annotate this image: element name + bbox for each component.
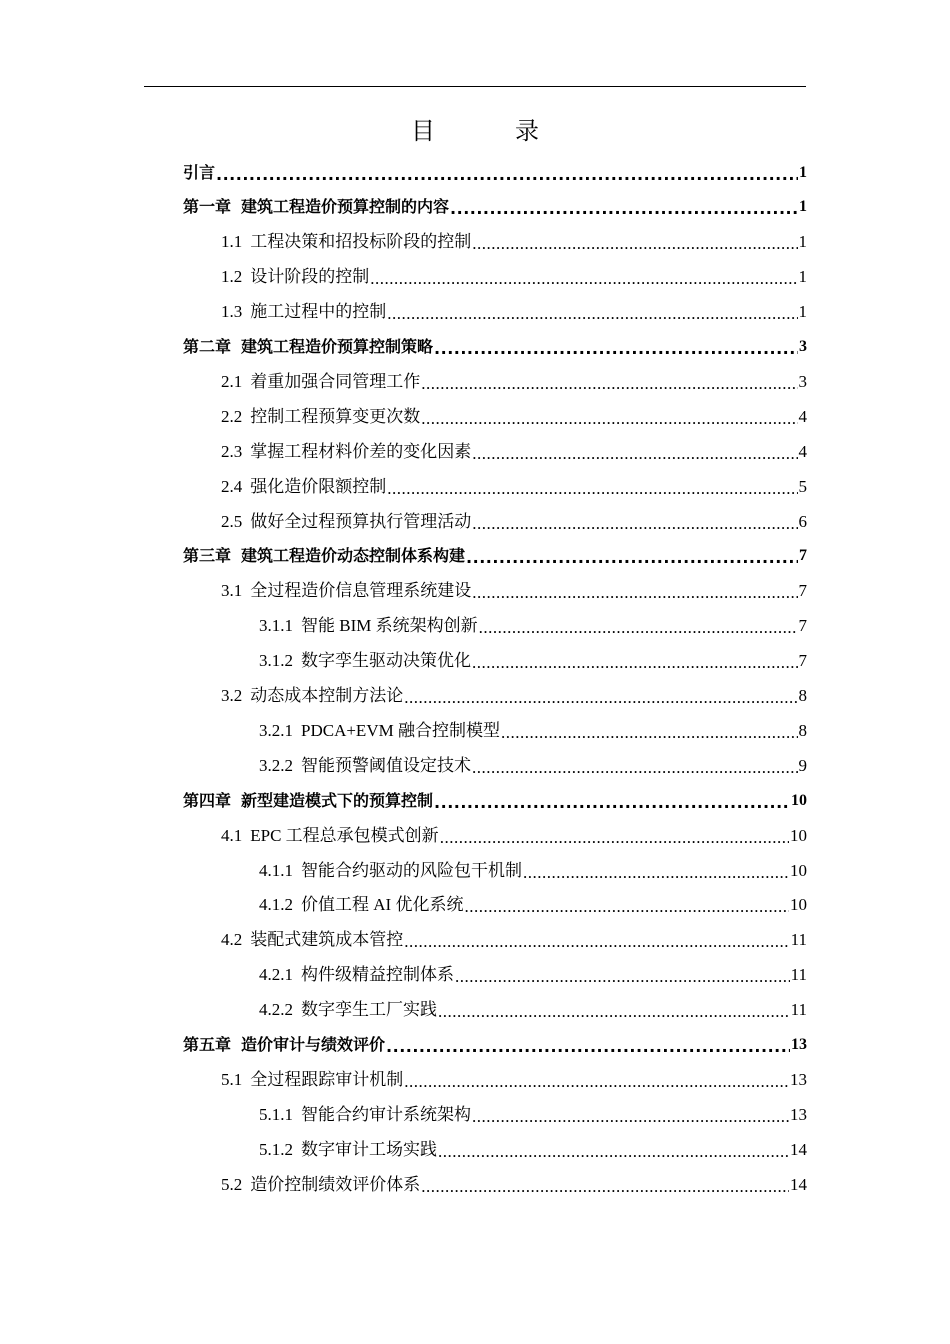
toc-entry-number: 3.1.2 <box>259 651 293 671</box>
toc-page-number: 14 <box>790 1174 807 1194</box>
toc-entry-number: 第一章 <box>183 197 232 217</box>
toc-entry-number: 1.3 <box>221 302 243 322</box>
toc-leader-dots <box>523 863 789 883</box>
toc-subsection-entry[interactable] <box>259 1097 807 1132</box>
toc-entry-number: 5.1.1 <box>259 1104 293 1124</box>
toc-entry-number: 3.1.1 <box>259 616 293 636</box>
toc-page-number: 1 <box>798 267 807 287</box>
toc-page-number: 7 <box>798 616 807 636</box>
toc-entry-number: 2.2 <box>221 406 243 426</box>
toc-leader-dots <box>434 793 790 813</box>
toc-leader-dots <box>421 409 797 429</box>
toc-page-number: 7 <box>798 581 807 601</box>
toc-page-number: 11 <box>790 930 807 950</box>
toc-entry-title: 装配式建筑成本管控 <box>250 930 404 950</box>
toc-leader-dots <box>450 199 798 219</box>
toc-subsection-entry[interactable] <box>259 644 807 679</box>
toc-entry-title: 新型建造模式下的预算控制 <box>241 790 434 810</box>
toc-entry-number: 4.1 <box>221 825 243 845</box>
toc-entry-title: 智能 BIM 系统架构创新 <box>301 616 478 636</box>
toc-entry-title: 引言 <box>183 162 216 182</box>
toc-entry-title: 造价审计与绩效评价 <box>241 1035 386 1054</box>
toc-leader-dots <box>216 165 798 185</box>
toc-leader-dots <box>421 374 797 394</box>
toc-leader-dots <box>472 234 797 254</box>
toc-entry-number: 3.1 <box>221 581 243 601</box>
toc-leader-dots <box>370 269 797 289</box>
toc-page-number: 8 <box>798 686 807 705</box>
toc-page-number: 10 <box>790 895 807 915</box>
toc-section-entry[interactable] <box>221 225 807 260</box>
toc-page-number: 11 <box>790 1000 807 1020</box>
toc-subsection-entry[interactable] <box>259 748 807 783</box>
toc-chapter-entry[interactable] <box>183 155 807 190</box>
toc-entry-number: 5.1 <box>221 1069 243 1089</box>
toc-page-number: 1 <box>799 198 807 216</box>
toc-entry-title: 控制工程预算变更次数 <box>250 406 421 426</box>
toc-leader-dots <box>472 1107 789 1127</box>
toc-leader-dots <box>404 932 789 952</box>
toc-entry-number: 2.1 <box>221 371 243 391</box>
toc-section-entry[interactable] <box>221 364 807 399</box>
toc-page-number: 4 <box>798 441 807 461</box>
toc-entry-number: 1.2 <box>221 267 243 287</box>
toc-entry-number: 2.4 <box>221 476 243 496</box>
toc-leader-dots <box>386 1037 790 1057</box>
toc-page-number: 11 <box>790 965 807 985</box>
toc-page-number: 7 <box>799 547 807 565</box>
toc-leader-dots <box>387 304 797 324</box>
toc-entry-title: 数字孪生驱动决策优化 <box>301 651 471 671</box>
toc-section-entry[interactable] <box>221 399 807 434</box>
toc-entry-number: 第二章 <box>183 337 232 356</box>
toc-entry-title: 价值工程 AI 优化系统 <box>301 895 464 915</box>
toc-entry-number: 4.2.2 <box>259 1000 293 1020</box>
toc-chapter-entry[interactable] <box>183 190 807 225</box>
toc-title: 目 录 <box>411 119 567 145</box>
toc-entry-number: 3.2.1 <box>259 720 293 740</box>
toc-chapter-entry[interactable] <box>183 1028 807 1063</box>
toc-entry-title: 建筑工程造价动态控制体系构建 <box>241 546 466 566</box>
toc-entry-number: 第三章 <box>183 546 232 566</box>
toc-section-entry[interactable] <box>221 1167 807 1202</box>
toc-leader-dots <box>466 548 798 568</box>
toc-entry-number: 4.2.1 <box>259 965 293 985</box>
toc-section-entry[interactable] <box>221 260 807 295</box>
toc-entry-title: 数字孪生工厂实践 <box>301 1000 437 1020</box>
toc-leader-dots <box>472 514 797 534</box>
toc-subsection-entry[interactable] <box>259 958 807 993</box>
toc-page-number: 10 <box>791 791 807 809</box>
toc-entry-title: 设计阶段的控制 <box>250 267 370 287</box>
toc-leader-dots <box>479 618 798 638</box>
toc-leader-dots <box>472 653 798 673</box>
toc-subsection-entry[interactable] <box>259 993 807 1028</box>
toc-entry-title: 全过程造价信息管理系统建设 <box>250 581 472 601</box>
toc-section-entry[interactable] <box>221 923 807 958</box>
toc-subsection-entry[interactable] <box>259 1132 807 1167</box>
toc-entry-number: 5.1.2 <box>259 1139 293 1159</box>
toc-entry-title: 施工过程中的控制 <box>250 302 387 322</box>
toc-page-number: 1 <box>798 232 807 252</box>
toc-subsection-entry[interactable] <box>259 853 807 888</box>
toc-entry-title: 数字审计工场实践 <box>301 1139 437 1159</box>
toc-section-entry[interactable] <box>221 679 807 714</box>
toc-leader-dots <box>404 1072 789 1092</box>
toc-leader-dots <box>501 723 798 743</box>
toc-leader-dots <box>440 828 789 848</box>
toc-entry-title: 做好全过程预算执行管理活动 <box>250 511 472 531</box>
toc-entry-title: 建筑工程造价预算控制策略 <box>241 337 434 356</box>
toc-section-entry[interactable] <box>221 818 807 853</box>
toc-leader-dots <box>472 758 798 778</box>
toc-leader-dots <box>421 1177 789 1197</box>
toc-page-number: 10 <box>790 825 807 845</box>
toc-page-number: 3 <box>798 371 807 391</box>
toc-leader-dots <box>455 967 790 987</box>
toc-leader-dots <box>404 688 797 708</box>
toc-leader-dots <box>387 479 797 499</box>
toc-leader-dots <box>434 339 798 359</box>
toc-chapter-entry[interactable] <box>183 330 807 365</box>
toc-section-entry[interactable] <box>221 574 807 609</box>
toc-entry-number: 3.2 <box>221 686 243 705</box>
toc-page-number: 13 <box>790 1069 807 1089</box>
toc-entry-title: 工程决策和招投标阶段的控制 <box>250 232 472 252</box>
toc-entry-title: 建筑工程造价预算控制的内容 <box>241 197 450 217</box>
toc-entry-number: 2.3 <box>221 441 243 461</box>
toc-subsection-entry[interactable] <box>259 609 807 644</box>
toc-entry-title: EPC 工程总承包模式创新 <box>250 825 439 845</box>
toc-entry-title: 强化造价限额控制 <box>250 476 387 496</box>
toc-entry-number: 第五章 <box>183 1035 232 1054</box>
toc-section-entry[interactable] <box>221 295 807 330</box>
toc-page-number: 9 <box>798 755 807 775</box>
toc-leader-dots <box>438 1002 790 1022</box>
toc-page-number: 4 <box>798 406 807 426</box>
toc-entry-title: 智能预警阈值设定技术 <box>301 755 471 775</box>
toc-page-number: 5 <box>798 476 807 496</box>
toc-page-number: 14 <box>790 1139 807 1159</box>
toc-entry-number: 5.2 <box>221 1174 243 1194</box>
toc-chapter-entry[interactable] <box>183 783 807 818</box>
toc-entry-title: 构件级精益控制体系 <box>301 965 454 985</box>
toc-page-number: 8 <box>798 720 807 740</box>
toc-page-number: 6 <box>798 511 807 531</box>
toc-entry-number: 4.1.1 <box>259 860 293 880</box>
toc-page-number: 13 <box>790 1104 807 1124</box>
toc-leader-dots <box>472 583 797 603</box>
toc-page-number: 1 <box>798 302 807 322</box>
toc-entry-title: 全过程跟踪审计机制 <box>250 1069 404 1089</box>
toc-entry-title: 着重加强合同管理工作 <box>250 371 421 391</box>
toc-entry-number: 2.5 <box>221 511 243 531</box>
toc-page-number: 1 <box>799 163 807 181</box>
toc-entry-title: 智能合约审计系统架构 <box>301 1104 471 1124</box>
toc-entry-title: PDCA+EVM 融合控制模型 <box>301 720 500 740</box>
toc-entry-number: 4.1.2 <box>259 895 293 915</box>
toc-leader-dots <box>472 444 797 464</box>
toc-page-number: 13 <box>791 1036 807 1053</box>
toc-entry-title: 造价控制绩效评价体系 <box>250 1174 421 1194</box>
toc-entry-number: 3.2.2 <box>259 755 293 775</box>
toc-leader-dots <box>464 897 789 917</box>
toc-section-entry[interactable] <box>221 504 807 539</box>
toc-subsection-entry[interactable] <box>259 888 807 923</box>
toc-entry-number: 4.2 <box>221 930 243 950</box>
toc-entry-title: 动态成本控制方法论 <box>250 686 404 705</box>
toc-section-entry[interactable] <box>221 434 807 469</box>
toc-chapter-entry[interactable] <box>183 539 807 574</box>
toc-entry-title: 智能合约驱动的风险包干机制 <box>301 860 522 880</box>
toc-section-entry[interactable] <box>221 1062 807 1097</box>
toc-page-number: 7 <box>798 651 807 671</box>
toc-entry-number: 第四章 <box>183 790 232 810</box>
toc-entry-title: 掌握工程材料价差的变化因素 <box>250 441 472 461</box>
toc-page-number: 10 <box>790 860 807 880</box>
toc-entry-number: 1.1 <box>221 232 243 252</box>
header-rule <box>144 86 806 87</box>
toc-subsection-entry[interactable] <box>259 713 807 748</box>
toc-leader-dots <box>438 1142 789 1162</box>
toc-section-entry[interactable] <box>221 469 807 504</box>
toc-page-number: 3 <box>799 338 807 355</box>
